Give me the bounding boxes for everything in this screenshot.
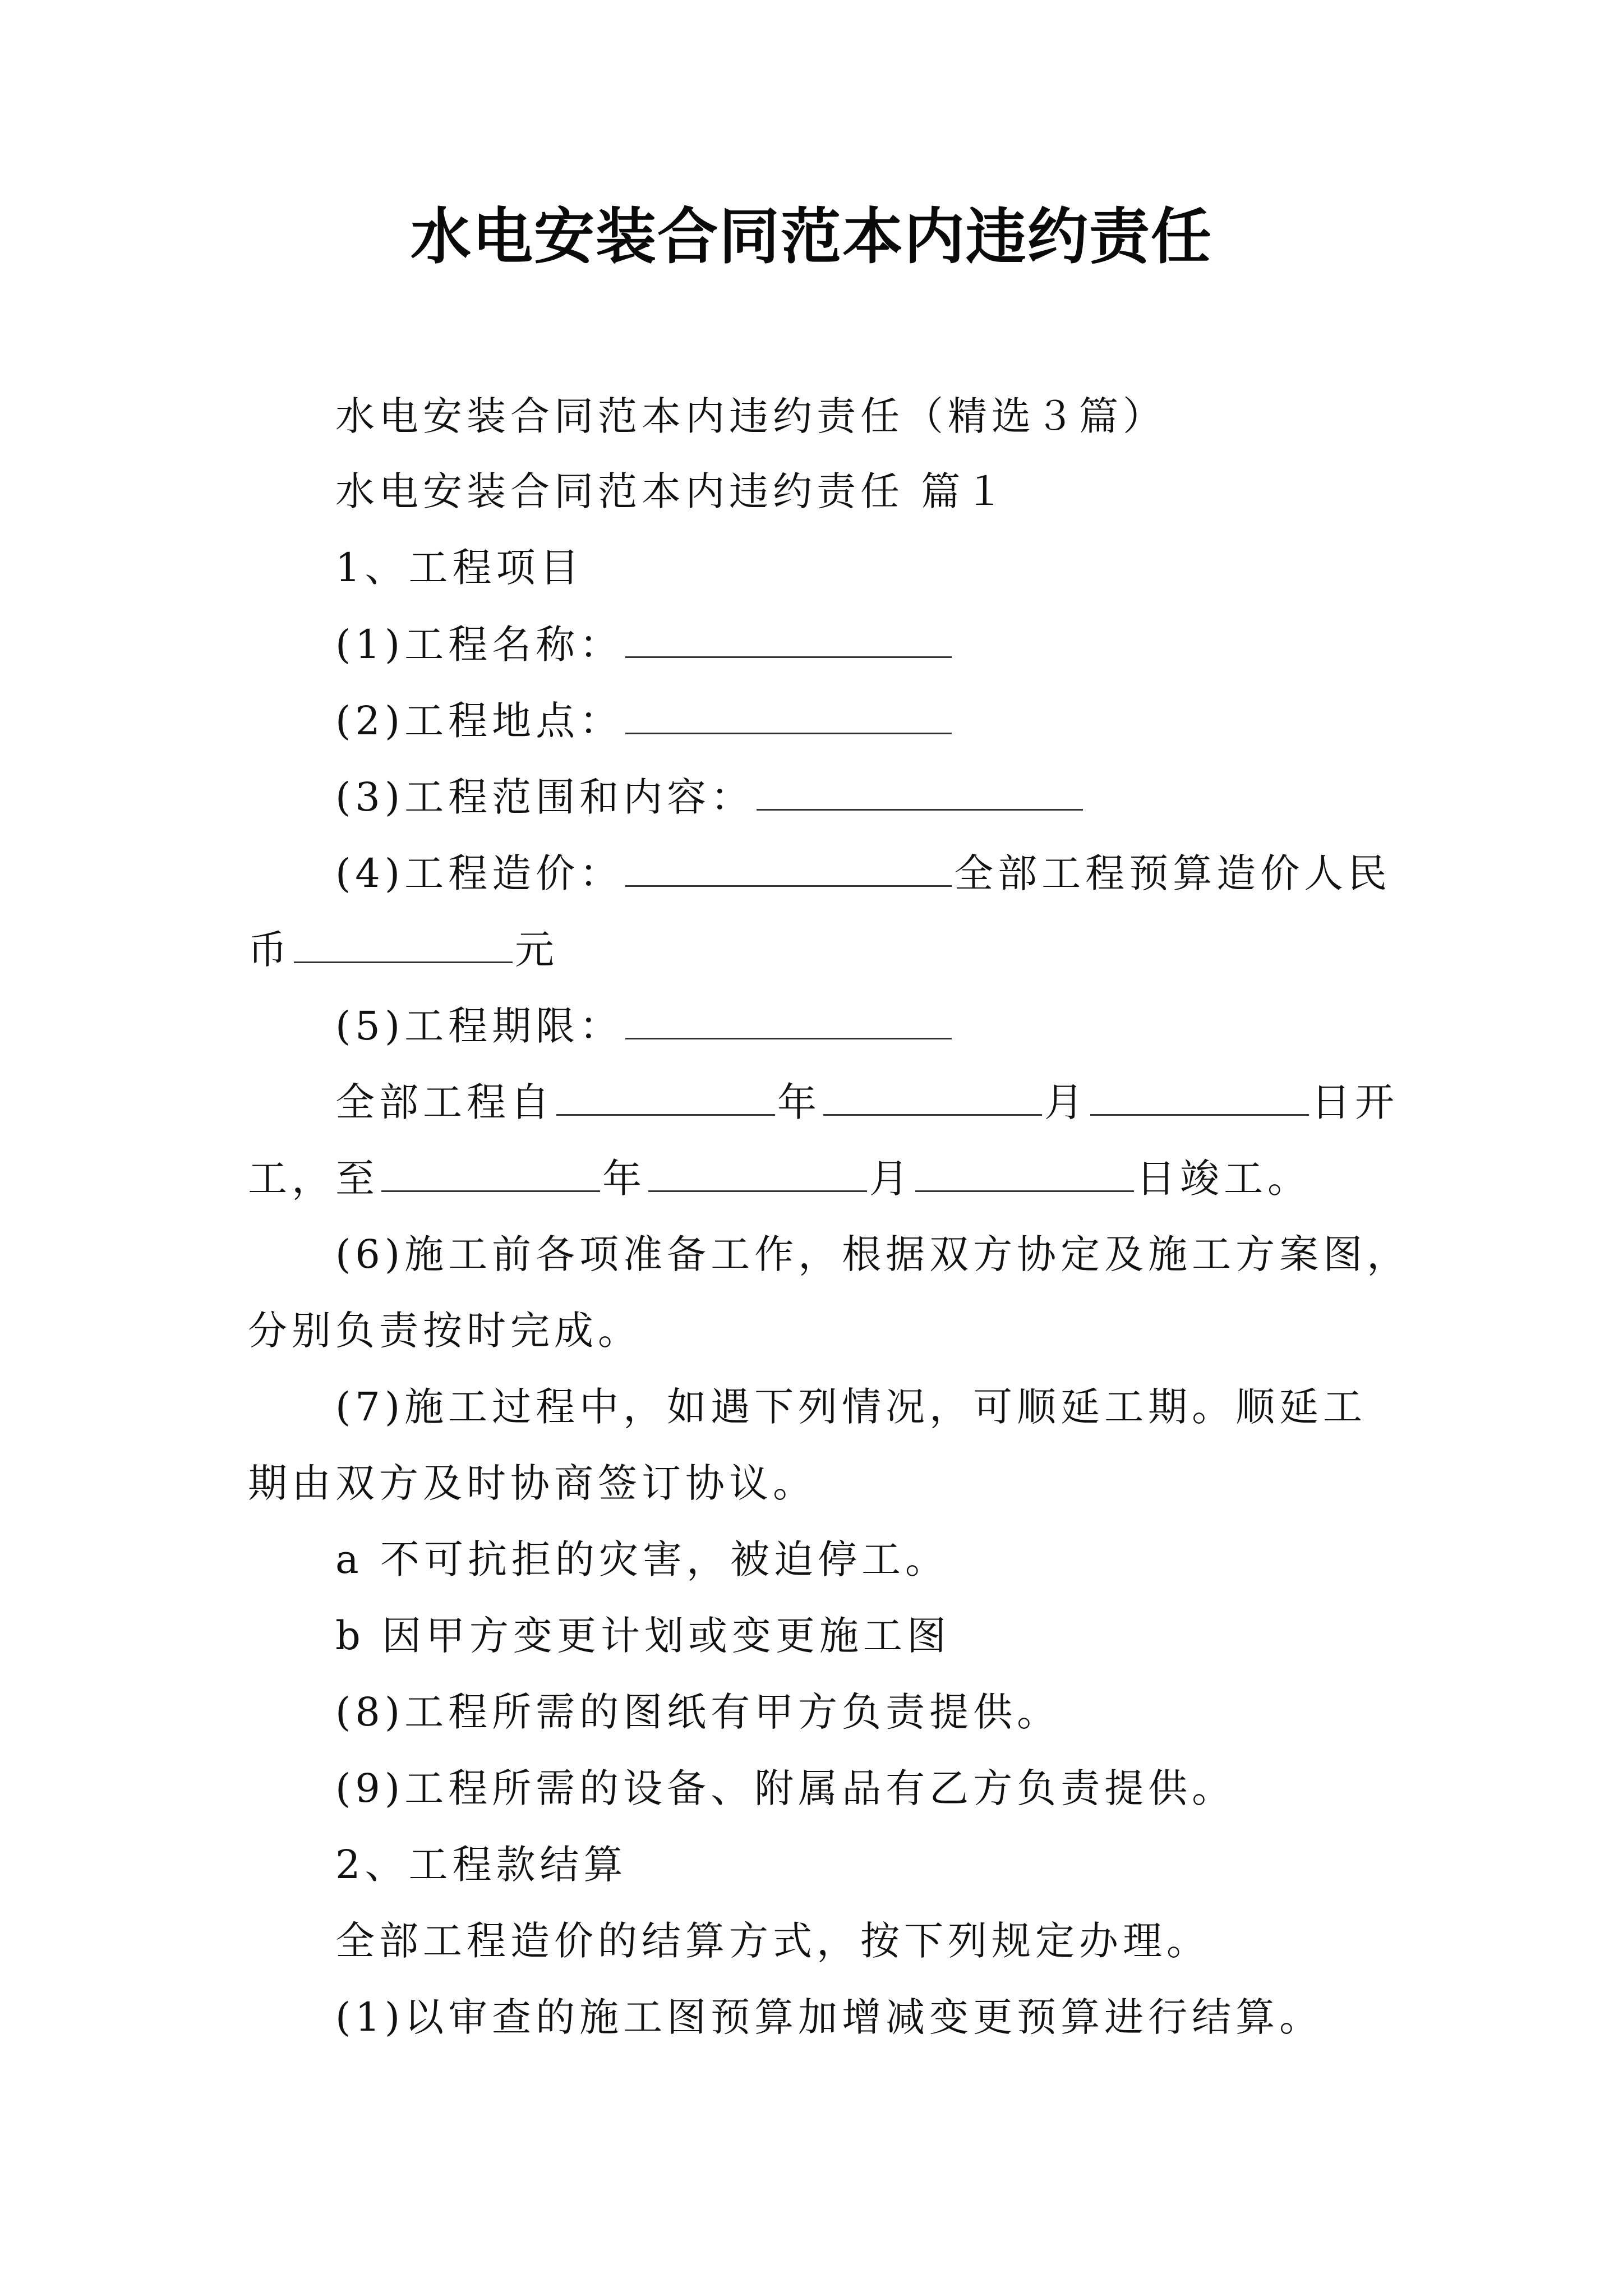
clause-1-4-label: (4)工程造价：	[335, 850, 624, 896]
clause-1-1	[335, 616, 954, 673]
period-line2	[248, 1150, 1311, 1207]
clause-1-5-label: (5)工程期限：	[335, 1003, 624, 1049]
clause-1-7-line2: 期由双方及时协商签订协议。	[248, 1460, 817, 1506]
clause-1-5	[335, 997, 954, 1054]
clause-1-7-line1: (7)施工过程中，如遇下列情况，可顺延工期。顺延工	[335, 1384, 1367, 1430]
fill-in-blank	[556, 1074, 775, 1116]
clause-1-4-currency: 币	[248, 927, 292, 973]
fill-in-blank	[294, 921, 513, 963]
clause-1-8: (8)工程所需的图纸有甲方负责提供。	[335, 1689, 1061, 1735]
fill-in-blank	[915, 1150, 1134, 1192]
clause-1-4-unit: 元	[515, 927, 559, 973]
clause-1-3-label: (3)工程范围和内容：	[335, 774, 755, 820]
fill-in-blank	[625, 845, 952, 887]
fill-in-blank	[1090, 1074, 1309, 1116]
clause-1-4-line1	[335, 845, 1391, 901]
period-month-label: 月	[869, 1156, 913, 1202]
period-line1	[335, 1074, 1399, 1130]
clause-1-7-a: a 不可抗拒的灾害，被迫停工。	[335, 1536, 949, 1582]
period-start-text: 全部工程自	[335, 1079, 554, 1125]
clause-1-2-label: (2)工程地点：	[335, 698, 624, 744]
clause-1-7-b: b 因甲方变更计划或变更施工图	[335, 1613, 951, 1659]
clause-1-1-label: (1)工程名称：	[335, 622, 624, 668]
period-year-label: 年	[602, 1156, 646, 1202]
page-title: 水电安装合同范本内违约责任	[410, 201, 1212, 272]
clause-1-6-line2: 分别负责按时完成。	[248, 1308, 642, 1354]
clause-1-heading: 1、工程项目	[335, 545, 584, 591]
clause-2-1: (1)以审查的施工图预算加增减变更预算进行结算。	[335, 1994, 1324, 2040]
fill-in-blank	[625, 997, 952, 1039]
fill-in-blank	[381, 1150, 600, 1192]
section-heading: 水电安装合同范本内违约责任 篇１	[335, 468, 1009, 514]
period-day-end-label: 日竣工。	[1136, 1156, 1311, 1202]
clause-1-4-text: 全部工程预算造价人民	[954, 850, 1392, 896]
clause-1-6-line1: (6)施工前各项准备工作，根据双方协定及施工方案图，	[335, 1231, 1411, 1277]
fill-in-blank	[648, 1150, 867, 1192]
document-subtitle: 水电安装合同范本内违约责任（精选３篇）	[335, 393, 1166, 439]
clause-2-intro: 全部工程造价的结算方式，按下列规定办理。	[335, 1918, 1210, 1964]
clause-1-4-line2	[248, 921, 559, 978]
period-month-label: 月	[1044, 1079, 1088, 1125]
fill-in-blank	[823, 1074, 1042, 1116]
clause-1-3	[335, 769, 1085, 825]
clause-1-2	[335, 692, 954, 749]
fill-in-blank	[757, 769, 1083, 811]
fill-in-blank	[625, 692, 952, 734]
period-day-start-label: 日开	[1311, 1079, 1399, 1125]
fill-in-blank	[625, 616, 952, 658]
clause-2-heading: 2、工程款结算	[335, 1842, 628, 1888]
clause-1-9: (9)工程所需的设备、附属品有乙方负责提供。	[335, 1765, 1236, 1811]
period-end-text: 工，至	[248, 1156, 379, 1202]
period-year-label: 年	[777, 1079, 821, 1125]
